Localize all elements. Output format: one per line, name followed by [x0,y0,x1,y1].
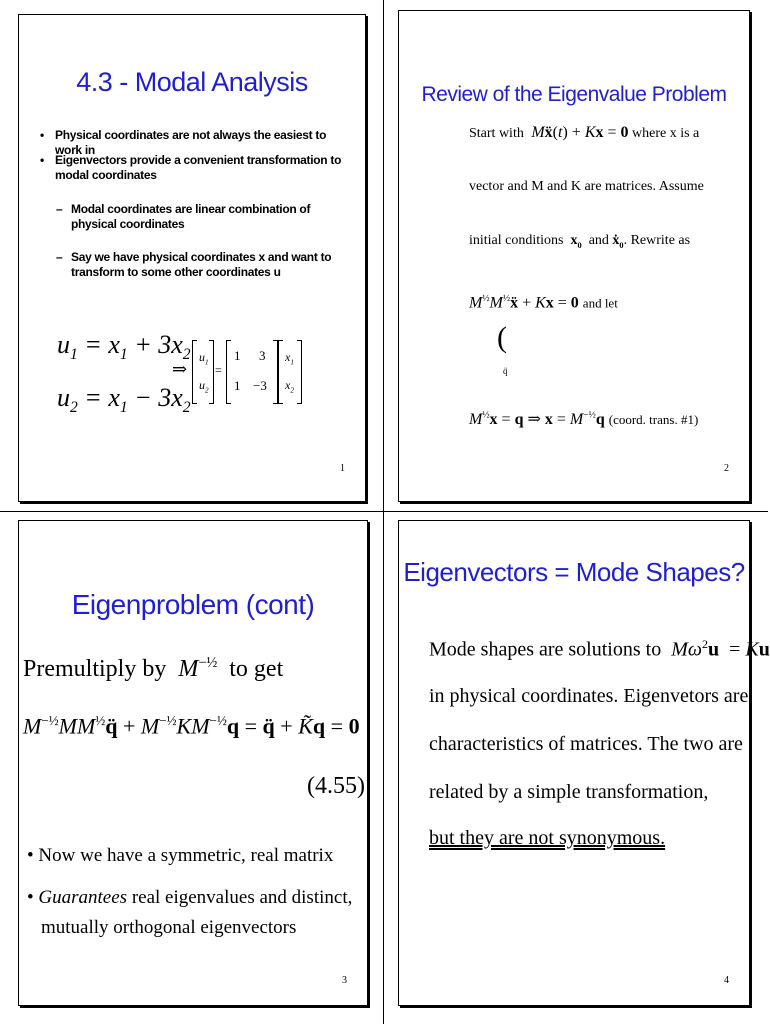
x-vector: $x_1$ $x_2$ [278,340,302,404]
slide-2-line-3: initial conditions $x_0$ and ẋ$_0$. Rewrite as [469,233,691,250]
slide-3-title: Eigenproblem (cont) [71,589,315,620]
slide-2-q-ddot: q̈ [503,366,508,376]
slide-2 [398,10,750,502]
slide-3-line-1: Premultiply by $M^{-\frac{1}{2}}$ to get [23,655,284,682]
slide-2-line-1: Start with Mẍ(t) + Kx = 0 where x is a [469,124,700,141]
slide-2-line-4: $M^{\frac{1}{2}}M^{\frac{1}{2}}ẍ + Kx = 0$ and let [469,293,618,312]
slide-4 [398,520,770,1006]
slide-4-line-3: characteristics of matrices. The two are [429,733,743,755]
slide-3-bullet-2: • Guarantees real eigenvalues and distinct, mutually orthogonal eigenvectors [27,887,353,938]
vertical-divider [383,0,384,1024]
slide-4-line-2: in physical coordinates. Eigenvetors are [429,685,749,707]
slide-4-line-4: related by a simple transformation, [429,781,709,803]
equation-u1: $u_1 = x_1 + 3x_2$ [57,330,191,364]
u-vector: $u_1$ $u_2$ [192,340,214,404]
horizontal-divider [0,511,768,512]
slide-3 [18,520,368,1006]
slide-4-title: Eigenvectors = Mode Shapes? [403,557,745,587]
slide-2-brace: ( [497,321,507,354]
equals-sign: = [215,363,222,377]
page-number: 1 [340,463,345,474]
slide-2-title: Review of the Eigenvalue Problem [421,83,727,106]
slide-1-subbullet-1: – Modal coordinates are linear combination of physical coordinates [56,202,311,231]
page-number: 2 [724,463,729,474]
slide-2-line-2: vector and M and K are matrices. Assume [469,179,704,194]
equation-number: (4.55) [307,773,365,799]
slide-1-subbullet-2: – Say we have physical coordinates x and want to transform to some other coordinates u [56,250,332,279]
transform-matrix: 1 3 1 −3 [226,340,278,404]
slide-1 [18,14,366,502]
slide-1-title: 4.3 - Modal Analysis [76,67,308,97]
slide-1-bullet-2: • Eigenvectors provide a convenient transformation to modal coordinates [40,153,342,182]
page-number: 3 [342,975,347,986]
slide-4-line-1: Mode shapes are solutions to $M\omega^2u = Ku$ [429,637,770,661]
slide-3-equation: $M^{-\frac{1}{2}}MM^{\frac{1}{2}}q̈ + M^{-\frac{1}{2}}KM^{-\frac{1}{2}}q$ = q̈ + K̃q = 0 [23,713,360,739]
slide-3-bullet-1: • Now we have a symmetric, real matrix [27,845,334,866]
slide-4-line-5: but they are not synonymous. [429,827,666,849]
equation-u2: $u_2 = x_1 - 3x_2$ [57,383,191,417]
implies-arrow: ⇒ [172,359,188,379]
page-number: 4 [724,975,729,986]
slide-1-bullet-1: • Physical coordinates are not always the easiest to work in [40,128,327,157]
slide-2-line-5: $M^{\frac{1}{2}}x = q$ ⇒ $x = M^{-\frac{1}{2}}q$ (coord. trans. #1) [469,409,699,428]
